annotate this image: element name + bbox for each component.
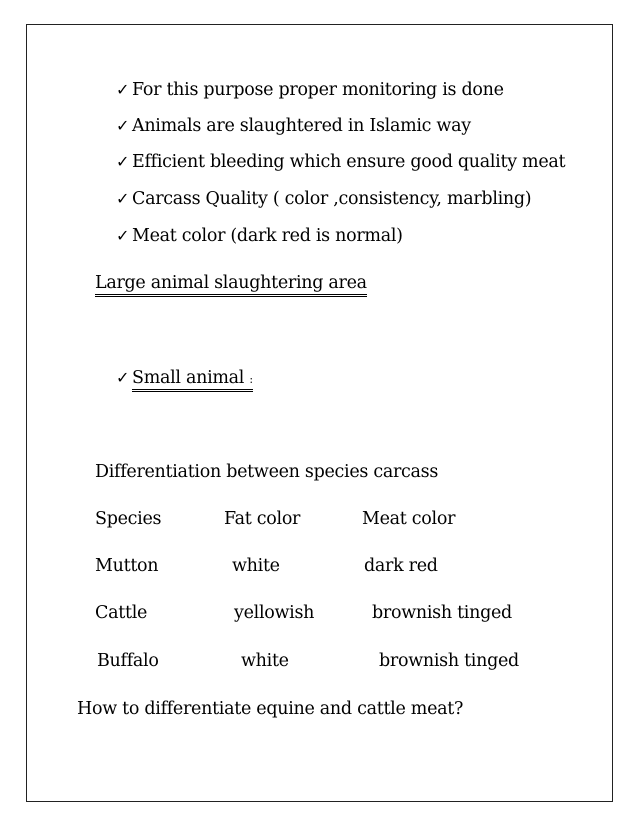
- checkmark-icon: ✓: [116, 152, 130, 171]
- bullet-text: Animals are slaughtered in Islamic way: [132, 116, 471, 136]
- page-border: [26, 24, 613, 802]
- bullet-text: Meat color (dark red is normal): [132, 226, 403, 246]
- differentiation-heading: Differentiation between species carcass: [95, 462, 439, 482]
- large-animal-heading: [95, 273, 367, 293]
- bullet-item: [116, 189, 531, 209]
- checkmark-icon: ✓: [116, 368, 130, 387]
- small-animal-item: [116, 368, 253, 388]
- table-header-fat-color: Fat color: [224, 509, 301, 529]
- table-cell-fat-color: white: [241, 651, 289, 671]
- checkmark-icon: ✓: [116, 80, 130, 99]
- table-cell-fat-color: yellowish: [234, 603, 315, 623]
- small-animal-label-group: [132, 368, 253, 392]
- table-header-species: Species: [95, 509, 162, 529]
- bullet-text: For this purpose proper monitoring is done: [132, 80, 504, 100]
- bullet-text: Efficient bleeding which ensure good quality meat: [132, 152, 566, 172]
- bullet-text: Carcass Quality ( color ,consistency, marbling): [132, 189, 532, 209]
- small-animal-label: Small animal: [132, 368, 245, 388]
- table-header-meat-color: Meat color: [362, 509, 456, 529]
- checkmark-icon: ✓: [116, 116, 130, 135]
- table-cell-species: Cattle: [95, 603, 148, 623]
- table-cell-meat-color: brownish tinged: [379, 651, 519, 671]
- table-cell-meat-color: dark red: [364, 556, 438, 576]
- table-cell-meat-color: brownish tinged: [372, 603, 512, 623]
- small-animal-colon: :: [249, 373, 253, 386]
- table-cell-species: Mutton: [95, 556, 159, 576]
- bullet-item: [116, 80, 504, 100]
- bullet-item: [116, 116, 471, 136]
- large-animal-heading-text: Large animal slaughtering area: [95, 273, 367, 297]
- table-cell-fat-color: white: [232, 556, 280, 576]
- checkmark-icon: ✓: [116, 226, 130, 245]
- question-text: How to differentiate equine and cattle meat?: [77, 699, 464, 719]
- table-cell-species: Buffalo: [97, 651, 159, 671]
- bullet-item: [116, 226, 403, 246]
- bullet-item: [116, 152, 565, 172]
- checkmark-icon: ✓: [116, 189, 130, 208]
